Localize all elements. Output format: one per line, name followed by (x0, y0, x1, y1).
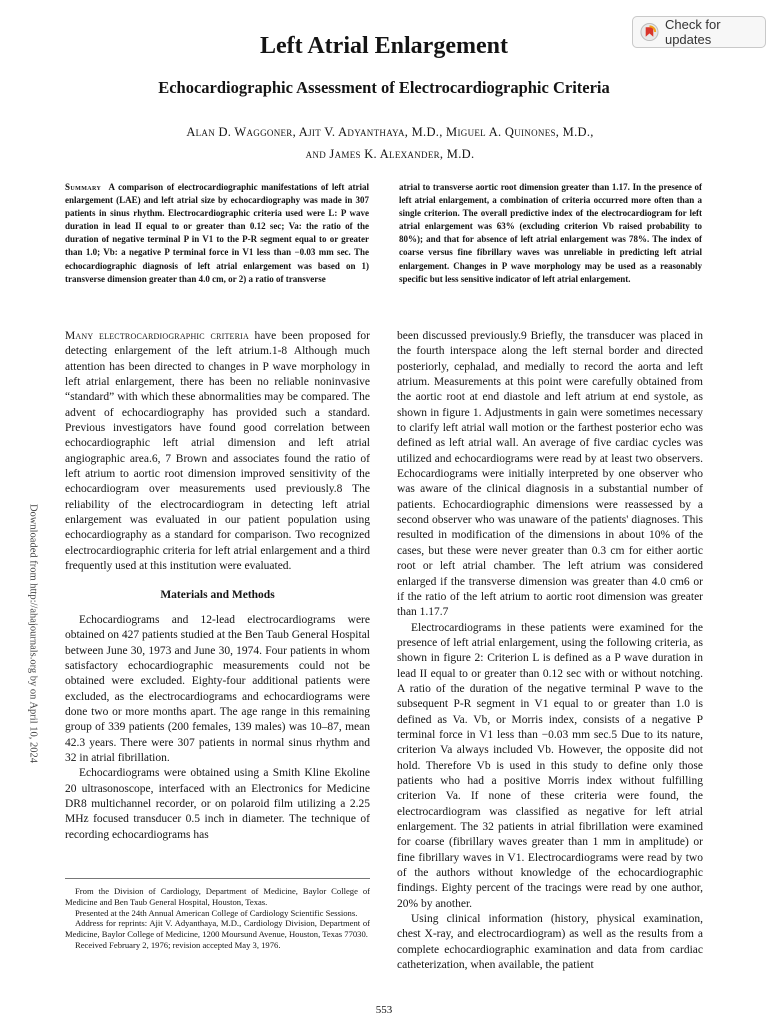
body-right-column (397, 329, 703, 973)
footnote-reprints: Address for reprints: Ajit V. Adyanthaya, M.D., Cardiology Division, Department of Medicine, Baylor College of Medicine, 1200 Moursund Avenue, Houston, Texas 77030. (65, 918, 370, 940)
methods-paragraph-2: Echocardiograms were obtained using a Smith Kline Ekoline 20 ultrasonoscope, interfaced with an Electronics for Medicine DR8 multichannel recorder, or on polaroid film utilizing a 2.25 MHz focused transducer 0.5 inch in diameter. The technique of recording echocardiograms has (65, 767, 370, 841)
right-paragraph-1: been discussed previously.9 Briefly, the transducer was placed in the fourth interspace along the left sternal border and directed posteriorly, cephalad, and medially to record the aorta and left atrium. Measurements at this point were carefully obtained from the aortic root at end diastole and left atrium at end systole, as shown in figure 1. Adjustments in gain were sometimes necessary to clarify left atrial wall motion or the farthest posterior echo was defined as left atrial wall. An average of five cardiac cycles was utilized and echocardiograms were read by at least two observers. Echocardiograms were initially interpreted by one observer who was aware of the clinical diagnosis in a substantial number of patients. Echocardiographic dimensions were reassessed by a second observer who was unaware of the patients' diagnoses. This resulted in modification of the dimensions in about 10% of the cases, but these were never greater than 0.3 cm for either aortic root or left atrial chamber. The left atrium was considered enlarged if the transverse dimension was greater than 4.0 cm6 or if the ratio of the left atrium to aortic root dimension was greater than 1.17.7 (397, 330, 703, 619)
author-line-2: and James K. Alexander, M.D. (305, 147, 475, 161)
download-watermark: Downloaded from http://ahajournals.org by on April 10, 2024 (27, 503, 39, 764)
body-left-column (65, 329, 370, 843)
summary-text-right: atrial to transverse aortic root dimension greater than 1.17. In the presence of left atrial enlargement, a combination of criteria occurred more often than a single criterion. The overall predictive index of the electrocardiogram for left atrial enlargement was 63% (excluding criterion Vb raised probability to 80%); and that for absence of left atrial enlargement was 78%. The index of coarse versus fine fibrillary waves was unreliable in predicting left atrial enlargement. Changes in P wave morphology may be used as a reasonably specific but less sensitive indicator of left atrial enlargement. (399, 182, 702, 284)
summary-right-column (399, 181, 702, 286)
article-title: Left Atrial Enlargement (260, 33, 508, 59)
summary-text-left: A comparison of electrocardiographic manifestations of left atrial enlargement (LAE) and left atrial size by echocardiography was made in 307 patients in sinus rhythm. Electrocardiographic criteria used were L: P wave duration in lead II equal to or greater than 0.12 sec; Va: the ratio of the duration of negative terminal P in V1 to the P-R segment equal to or greater than 1.0; Vb: a negative P terminal force in V1 less than −0.03 mm sec. The echocardiographic diagnosis of left atrial enlargement was based on 1) transverse dimension greater than 4.0 cm, or 2) a ratio of transverse (65, 182, 370, 284)
intro-paragraph (65, 329, 370, 575)
author-line-1: Alan D. Waggoner, Ajit V. Adyanthaya, M.D., Miguel A. Quinones, M.D., (186, 125, 594, 139)
footnotes (65, 878, 370, 951)
methods-paragraph-1: Echocardiograms and 12-lead electrocardiograms were obtained on 427 patients studied at the Ben Taub General Hospital between June 30, 1973 and June 30, 1974. Four patients in whom satisfactory echocardiographic measurements could not be obtained were excluded. Eighty-four additional patients were excluded, as the electrocardiograms and echocardiograms were done two or more months apart. The age range in this remaining group of 339 patients (200 females, 139 males) was 10–87, mean 42.3 years. There were 307 patients in normal sinus rhythm and 32 in atrial fibrillation. (65, 613, 370, 764)
right-paragraph-3: Using clinical information (history, physical examination, chest X-ray, and electrocardiogram) as well as the results from a complete echocardiographic examination and data from cardiac catheterization, when available, the patient (397, 913, 703, 972)
footnote-presented: Presented at the 24th Annual American College of Cardiology Scientific Sessions. (75, 907, 358, 918)
article-subtitle: Echocardiographic Assessment of Electrocardiographic Criteria (158, 78, 610, 97)
right-paragraph-2: Electrocardiograms in these patients were examined for the presence of left atrial enlargement, using the following criteria, as shown in figure 2: Criterion L is defined as a P wave duration in lead II equal to or greater than 0.12 sec with or without notching. A ratio of the duration of the negative terminal P wave to the subsequent P-R segment in V1 equal to or greater than 1.0 is defined as Va. Vb, or Morris index, consists of a negative P terminal force in V1 less than −0.03 mm sec.5 Due to its nature, criterion Va always included Vb. However, the opposite did not hold. Therefore Vb is used in this study to define only those patients who had a positive Morris index without fulfilling criterion Va. If none of these criteria were found, the electrocardiogram was classified as negative for left atrial enlargement. The 32 patients in atrial fibrillation were examined for coarse (fibrillary waves greater than 1 mm in amplitude) or fine fibrillary waves in V1. Electrocardiograms were read by two of the authors without knowledge of the echocardiographic findings. Eighty percent of the tracings were read by one author, 20% by another. (397, 621, 703, 910)
page-number: 553 (375, 1004, 393, 1016)
check-for-updates-label: Check for updates (664, 17, 721, 47)
footnote-affiliation: From the Division of Cardiology, Department of Medicine, Baylor College of Medicine and Ben Taub General Hospital, Houston, Texas. (65, 886, 370, 907)
intro-lead-in: Many electrocardiographic criteria (65, 330, 250, 342)
summary-left-column (65, 181, 369, 286)
author-list (60, 121, 720, 165)
intro-text: have been proposed for detecting enlargement of the left atrium.1-8 Although much attention has been directed to changes in P wave morphology in left atrial enlargement, there has been no reliable noninvasive “standard” with which these abnormalities may be compared. The advent of echocardiography has provided such a standard. Previous investigators have found good correlation between echocardiographic left atrial dimension and left atrial angiographic area.6, 7 Brown and associates found the ratio of left atrium to aortic root dimension improved sensitivity of the echocardiogram over measurements used previously.8 The reliability of the electrocardiogram in detecting left atrial enlargement was evaluated in our patient population using echocardiography as a standard for comparison. Two recognized electrocardiographic criteria for left atrial enlargement and a third frequently used at this institution were evaluated. (65, 330, 370, 573)
summary-heading: Summary (65, 182, 102, 192)
footnote-received: Received February 2, 1976; revision accepted May 3, 1976. (75, 939, 281, 950)
methods-heading: Materials and Methods (160, 588, 275, 601)
